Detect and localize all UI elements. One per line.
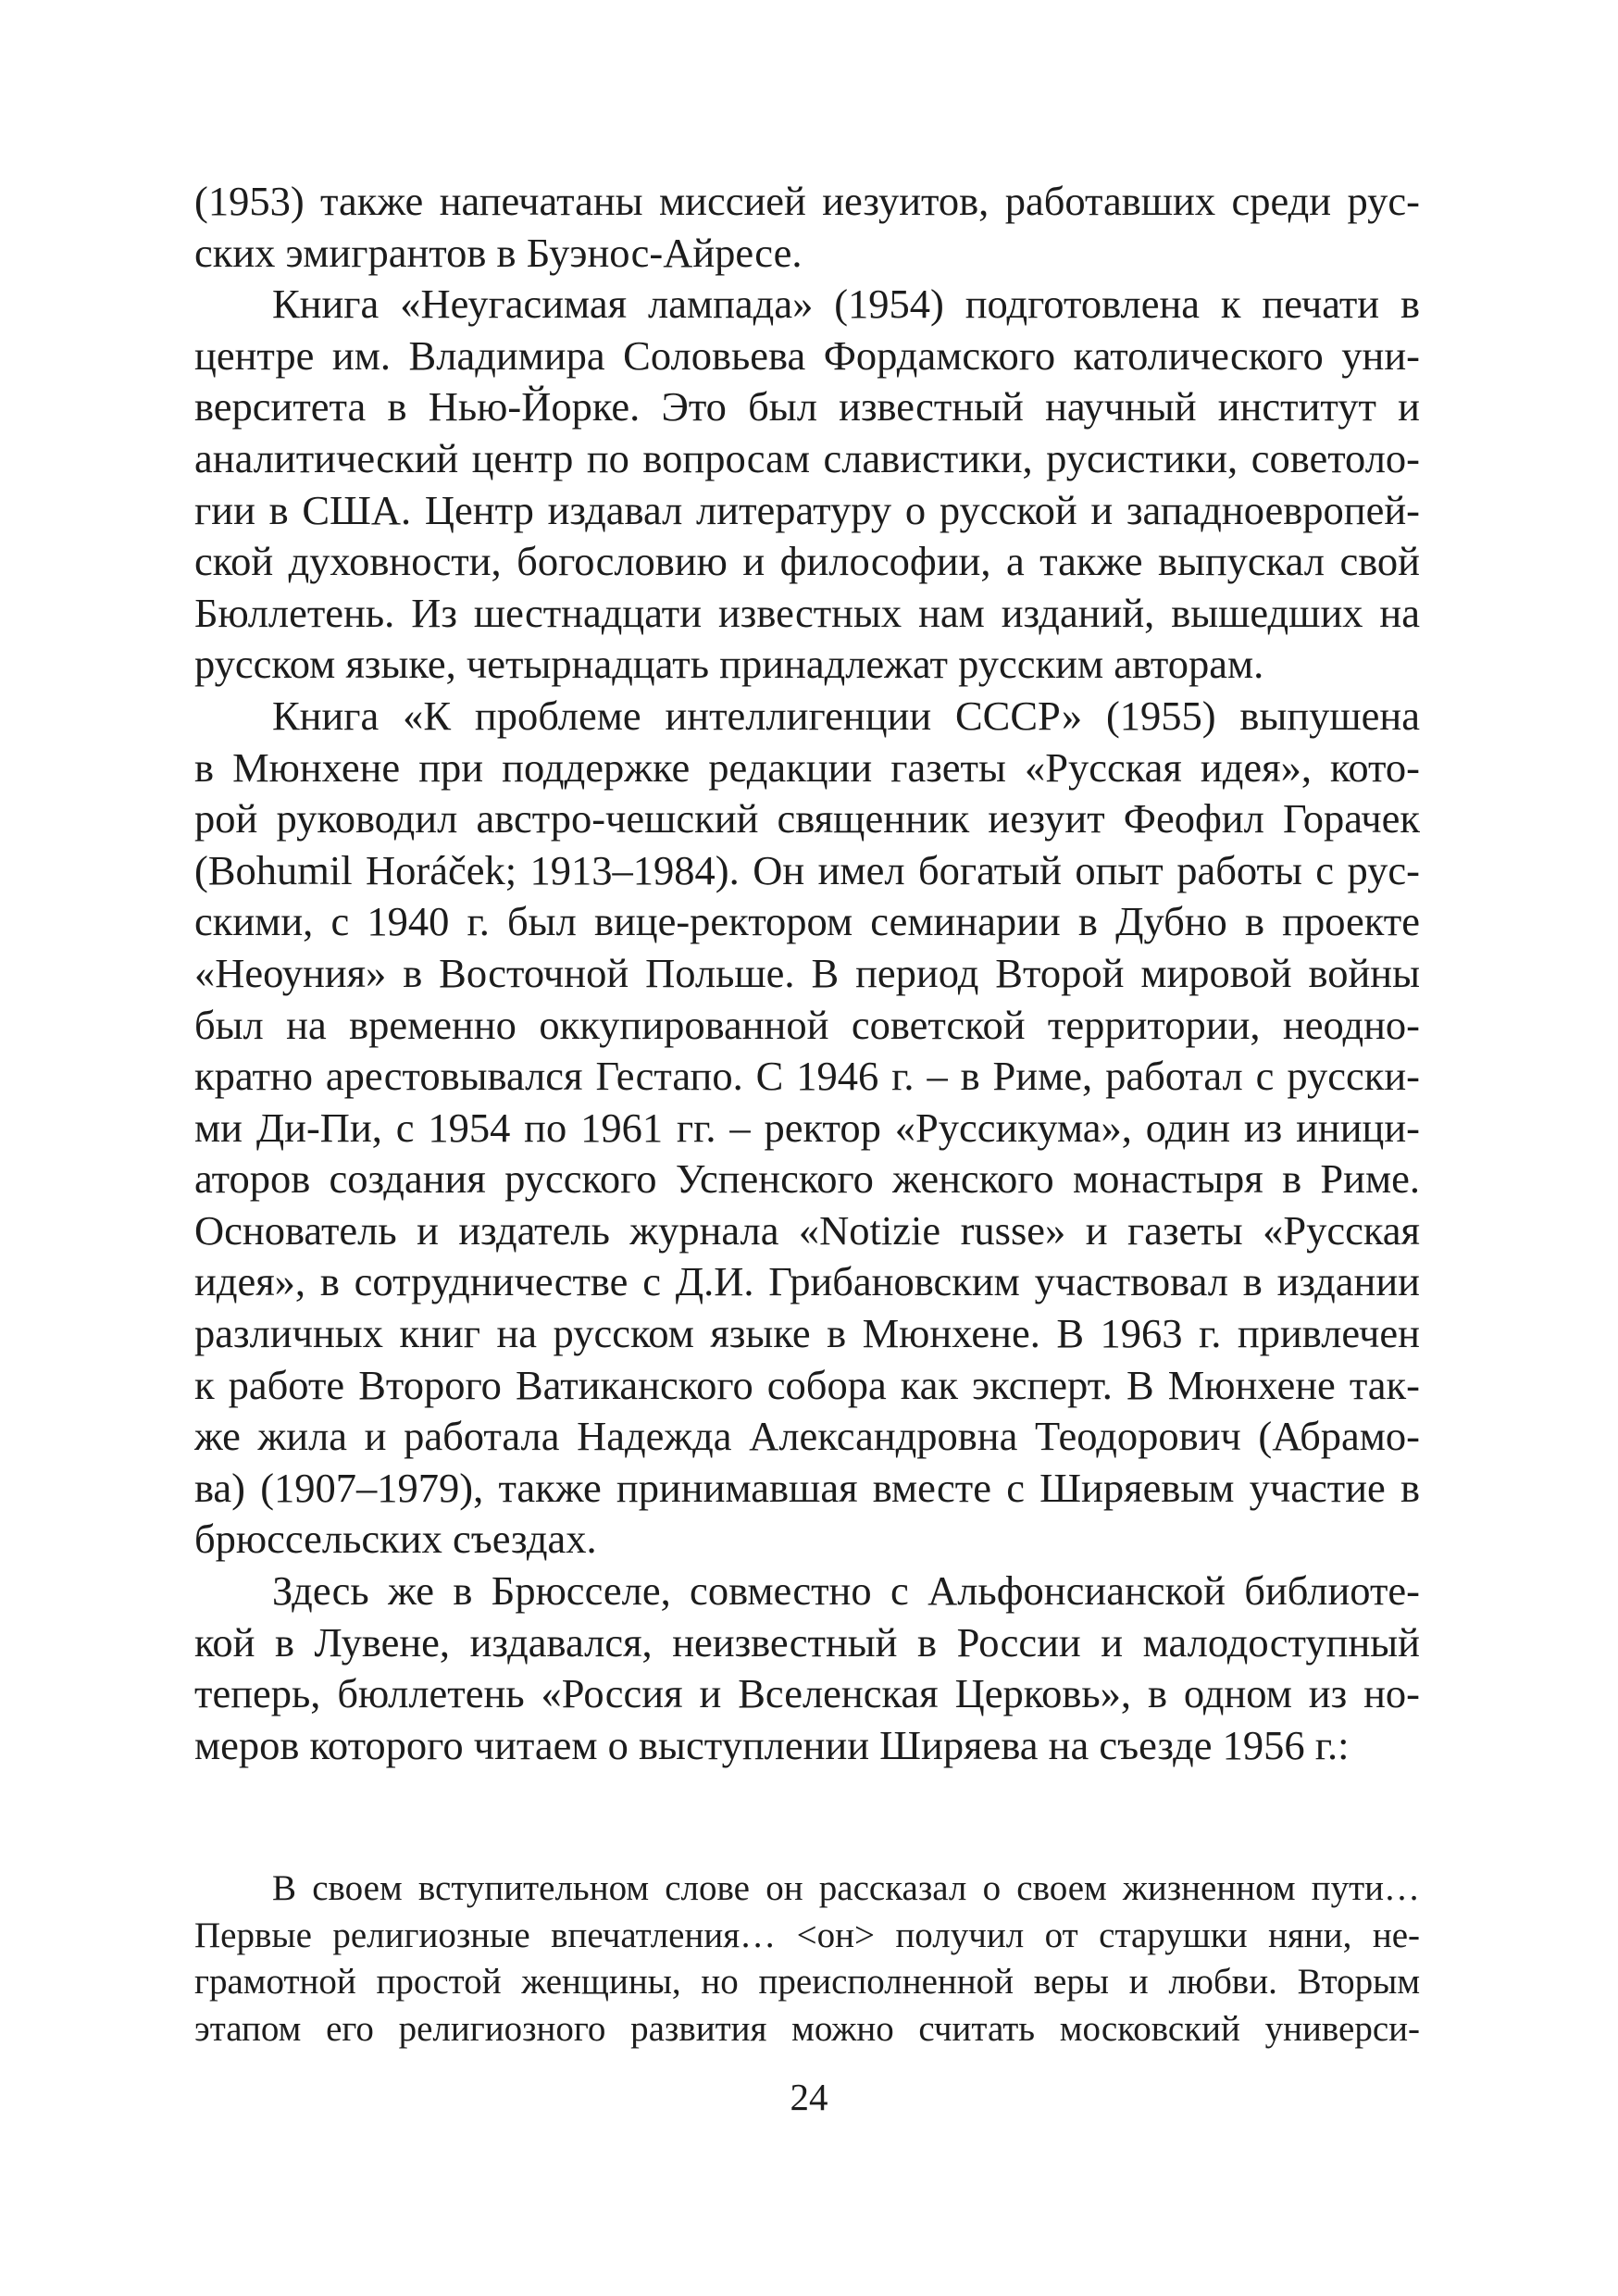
page-number: 24 bbox=[790, 2076, 828, 2118]
text-line: Книга «К проблеме интеллигенции СССР» (1955) выпушена bbox=[272, 692, 1420, 739]
text-line: центре им. Владимира Соловьева Фордамского католического уни- bbox=[194, 331, 1420, 379]
text-line: русском языке, четырнадцать принадлежат русским авторам. bbox=[194, 641, 1264, 688]
page-body bbox=[194, 176, 1420, 1771]
text-line: идея», в сотрудничестве с Д.И. Грибановским участвовал в издании bbox=[194, 1258, 1420, 1305]
text-line: «Неоуния» в Восточной Польше. В период Второй мировой войны bbox=[194, 949, 1420, 996]
paragraph-3 bbox=[194, 691, 1420, 1566]
text-line: рой руководил австро-чешский священник иезуит Феофил Горачек bbox=[194, 795, 1420, 842]
text-line: ва) (1907–1979), также принимавшая вместе с Ширяевым участие в bbox=[194, 1464, 1420, 1511]
text-line: брюссельских съездах. bbox=[194, 1516, 597, 1563]
text-line: же жила и работала Надежда Александровна Теодорович (Абрамо- bbox=[194, 1413, 1420, 1460]
text-line: Книга «Неугасимая лампада» (1954) подготовлена к печати в bbox=[272, 281, 1420, 328]
text-line: верситета в Нью-Йорке. Это был известный научный институт и bbox=[194, 383, 1420, 430]
text-line: аторов создания русского Успенского женского монастыря в Риме. bbox=[194, 1155, 1420, 1203]
text-line: скими, с 1940 г. был вице-ректором семинарии в Дубно в проекте bbox=[194, 898, 1420, 945]
text-line: (Bohumil Horáček; 1913–1984). Он имел богатый опыт работы с рус- bbox=[194, 846, 1420, 893]
text-line: меров которого читаем о выступлении Ширяева на съезде 1956 г.: bbox=[194, 1721, 1350, 1768]
text-line: Основатель и издатель журнала «Notizie russe» и газеты «Русская bbox=[194, 1206, 1420, 1254]
paragraph-1 bbox=[194, 176, 1420, 279]
text-line: был на временно оккупированной советской территории, неодно- bbox=[194, 1001, 1420, 1048]
text-line: Бюллетень. Из шестнадцати известных нам изданий, вышедших на bbox=[194, 589, 1420, 636]
text-line: ми Ди-Пи, с 1954 по 1961 гг. – ректор «Руссикума», один из иници- bbox=[194, 1104, 1420, 1151]
quote-line: грамотной простой женщины, но преисполненной веры и любви. Вторым bbox=[194, 1962, 1420, 2002]
paragraph-4 bbox=[194, 1566, 1420, 1771]
text-line: Здесь же в Брюсселе, совместно с Альфонсианской библиоте- bbox=[272, 1567, 1420, 1615]
block-quote bbox=[194, 1866, 1420, 2053]
text-line: теперь, бюллетень «Россия и Вселенская Церковь», в одном из но- bbox=[194, 1670, 1420, 1717]
text-line: различных книг на русском языке в Мюнхене. В 1963 г. привлечен bbox=[194, 1310, 1420, 1357]
text-line: ских эмигрантов в Буэнос-Айресе. bbox=[194, 229, 803, 276]
text-line: гии в США. Центр издавал литературу о русской и западноевропей- bbox=[194, 486, 1420, 533]
text-line: (1953) также напечатаны миссией иезуитов, работавших среди рус- bbox=[194, 178, 1420, 224]
paragraph-2 bbox=[194, 279, 1420, 691]
text-line: в Мюнхене при поддержке редакции газеты «Русская идея», кото- bbox=[194, 743, 1420, 791]
quote-line: этапом его религиозного развития можно считать московский универси- bbox=[194, 2008, 1420, 2049]
text-line: к работе Второго Ватиканского собора как эксперт. В Мюнхене так- bbox=[194, 1361, 1420, 1408]
text-line: ской духовности, богословию и философии, а также выпускал свой bbox=[194, 538, 1420, 585]
text-line: кратно арестовывался Гестапо. С 1946 г. – в Риме, работал с русски- bbox=[194, 1053, 1420, 1100]
quote-line: В своем вступительном слове он рассказал о своем жизненном пути… bbox=[272, 1868, 1420, 1908]
quote-line: Первые религиозные впечатления… <он> получил от старушки няни, не- bbox=[194, 1915, 1420, 1955]
text-line: кой в Лувене, издавался, неизвестный в России и малодоступный bbox=[194, 1618, 1420, 1666]
text-line: аналитический центр по вопросам славистики, русистики, советоло- bbox=[194, 434, 1420, 481]
